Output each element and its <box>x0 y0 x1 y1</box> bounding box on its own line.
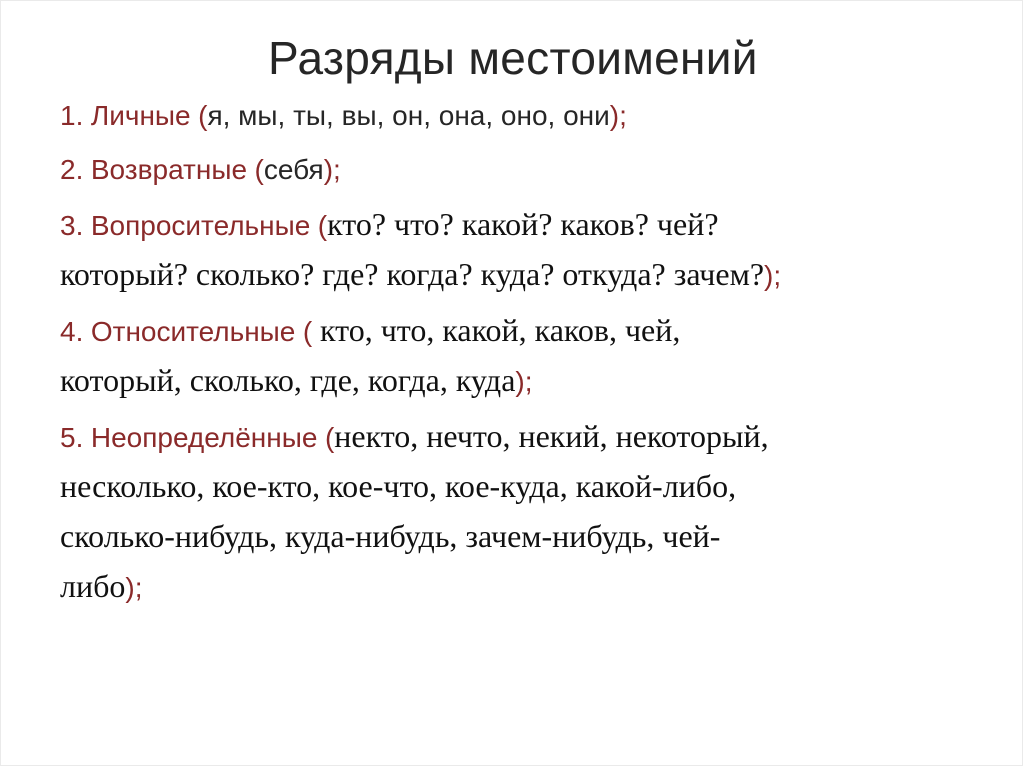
examples-text-line4: либо <box>60 568 126 604</box>
list-item-reflexive <box>60 146 1000 194</box>
close-paren: ); <box>515 366 533 397</box>
examples-text-line1: некто, нечто, некий, некоторый, <box>334 418 769 454</box>
list-item-personal <box>60 92 1000 140</box>
open-paren: ( <box>324 422 335 453</box>
category-name: Неопределённые <box>90 422 318 453</box>
list-item-interrogative <box>60 200 1000 300</box>
list-item-indefinite <box>60 412 1000 612</box>
examples-text-line3: сколько-нибудь, куда-нибудь, зачем-нибудь, чей- <box>60 518 721 554</box>
examples-text-line1: кто? что? какой? каков? чей? <box>327 206 719 242</box>
close-paren: ); <box>323 154 341 185</box>
open-paren: ( <box>198 100 208 131</box>
pronoun-categories-list <box>60 92 1000 618</box>
item-number: 4. <box>60 316 84 347</box>
open-paren: ( <box>254 154 264 185</box>
item-number: 2. <box>60 154 84 185</box>
item-number: 3. <box>60 210 84 241</box>
examples-text-line1: кто, что, какой, каков, чей, <box>320 312 681 348</box>
category-name: Относительные <box>90 316 296 347</box>
examples-text-line2: который? сколько? где? когда? куда? откуда? зачем? <box>60 256 765 292</box>
open-paren: ( <box>302 316 320 347</box>
open-paren: ( <box>317 210 328 241</box>
item-number: 1. <box>60 100 84 131</box>
list-item-relative <box>60 306 1000 406</box>
item-number: 5. <box>60 422 84 453</box>
slide-title: Разряды местоимений <box>268 32 758 84</box>
close-paren: ); <box>609 100 627 131</box>
examples-text-line2: который, сколько, где, когда, куда <box>60 362 516 398</box>
close-paren: ); <box>764 260 782 291</box>
examples-text-line2: несколько, кое-кто, кое-что, кое-куда, какой-либо, <box>60 468 737 504</box>
category-name: Вопросительные <box>90 210 311 241</box>
close-paren: ); <box>125 572 143 603</box>
category-name: Возвратные <box>90 154 248 185</box>
examples-text: я, мы, ты, вы, он, она, оно, они <box>207 100 610 131</box>
examples-text: себя <box>263 154 324 185</box>
category-name: Личные <box>90 100 191 131</box>
